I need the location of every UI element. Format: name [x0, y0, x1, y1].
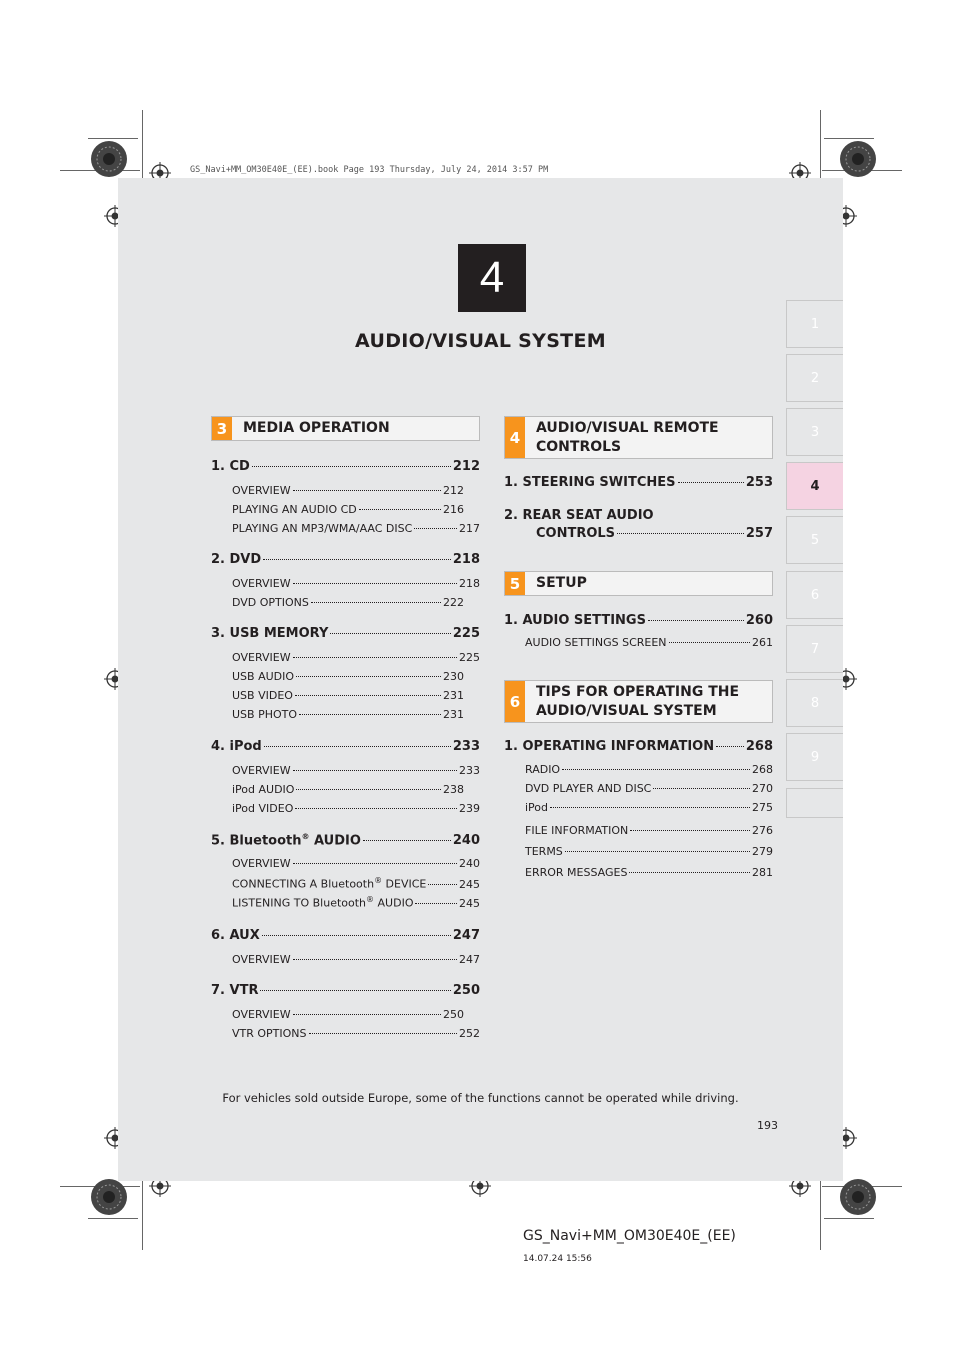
color-rosette-icon	[839, 1178, 877, 1216]
toc-subentry[interactable]	[232, 484, 464, 497]
section-title: MEDIA OPERATION	[243, 420, 390, 436]
toc-page: 233	[452, 739, 480, 754]
toc-page: 268	[752, 763, 773, 776]
section-number: 4	[505, 417, 525, 458]
toc-page: 275	[752, 801, 773, 814]
toc-label: 6. AUX	[211, 928, 260, 943]
toc-page: 247	[452, 928, 480, 943]
tab-9[interactable]: 9	[786, 733, 843, 781]
toc-page: 250	[452, 983, 480, 998]
toc-page: 218	[459, 577, 480, 590]
chapter-number: 4	[458, 244, 526, 312]
toc-entry[interactable]	[211, 832, 480, 848]
toc-label: 4. iPod	[211, 739, 262, 754]
toc-label: OVERVIEW	[232, 764, 291, 777]
toc-subentry[interactable]	[232, 689, 464, 702]
toc-label: PLAYING AN MP3/WMA/AAC DISC	[232, 522, 413, 535]
toc-label: USB AUDIO	[232, 670, 295, 683]
toc-label: OVERVIEW	[232, 484, 291, 497]
toc-label: AUDIO SETTINGS SCREEN	[525, 636, 667, 649]
toc-entry[interactable]	[211, 928, 480, 943]
toc-label: OVERVIEW	[232, 651, 291, 664]
toc-entry-line: 2. REAR SEAT AUDIO	[504, 508, 654, 523]
section-header-setup	[504, 571, 773, 596]
toc-label: 5. Bluetooth® AUDIO	[211, 832, 361, 849]
toc-subentry[interactable]	[525, 866, 773, 879]
document-date: 14.07.24 15:56	[523, 1254, 592, 1264]
tab-1[interactable]: 1	[786, 300, 843, 348]
toc-label: PLAYING AN AUDIO CD	[232, 503, 357, 516]
toc-label: USB PHOTO	[232, 708, 298, 721]
toc-label: RADIO	[525, 763, 561, 776]
toc-label: iPod	[525, 801, 549, 814]
toc-subentry[interactable]	[525, 845, 773, 858]
toc-page: 230	[443, 670, 464, 683]
toc-label: 3. USB MEMORY	[211, 626, 329, 641]
tab-4[interactable]: 4	[786, 462, 843, 510]
toc-page: 231	[443, 689, 464, 702]
toc-label: OVERVIEW	[232, 1008, 291, 1021]
tab-6[interactable]: 6	[786, 571, 843, 619]
toc-subentry[interactable]	[232, 651, 480, 664]
section-header-tips	[504, 680, 773, 723]
section-title: TIPS FOR OPERATING THE AUDIO/VISUAL SYSTEM	[536, 683, 740, 719]
toc-subentry[interactable]	[232, 953, 480, 966]
toc-subentry[interactable]	[232, 895, 480, 910]
toc-entry[interactable]	[504, 613, 773, 628]
toc-page: 253	[745, 475, 773, 490]
section-number: 3	[212, 417, 232, 440]
toc-subentry[interactable]	[525, 636, 773, 649]
footnote: For vehicles sold outside Europe, some of the functions cannot be operated while driving.	[222, 1091, 739, 1105]
chapter-title: AUDIO/VISUAL SYSTEM	[355, 330, 606, 352]
toc-label: 1. AUDIO SETTINGS	[504, 613, 646, 628]
toc-entry[interactable]	[504, 475, 773, 490]
toc-label: iPod AUDIO	[232, 783, 295, 796]
toc-subentry[interactable]	[525, 801, 773, 814]
page-number: 193	[757, 1119, 778, 1132]
toc-page: 216	[443, 503, 464, 516]
toc-label: 2. DVD	[211, 552, 262, 567]
toc-entry[interactable]	[536, 526, 773, 541]
toc-label: OVERVIEW	[232, 577, 291, 590]
toc-page: 240	[452, 833, 480, 849]
toc-page: 276	[752, 824, 773, 837]
tab-5[interactable]: 5	[786, 516, 843, 564]
toc-page: 218	[452, 552, 480, 567]
toc-label: LISTENING TO Bluetooth® AUDIO	[232, 895, 414, 910]
toc-entry[interactable]	[504, 739, 773, 754]
crop-mark	[824, 138, 874, 139]
toc-page: 268	[745, 739, 773, 754]
section-number: 5	[505, 572, 525, 595]
toc-label: 1. CD	[211, 459, 250, 474]
toc-label: DVD PLAYER AND DISC	[525, 782, 652, 795]
toc-label: 7. VTR	[211, 983, 259, 998]
toc-subentry[interactable]	[232, 577, 480, 590]
toc-subentry[interactable]	[232, 764, 480, 777]
tab-7[interactable]: 7	[786, 625, 843, 673]
toc-page: 238	[443, 783, 464, 796]
color-rosette-icon	[839, 140, 877, 178]
toc-label: FILE INFORMATION	[525, 824, 629, 837]
toc-page: 250	[443, 1008, 464, 1021]
tab-2[interactable]: 2	[786, 354, 843, 402]
toc-subentry[interactable]	[525, 824, 773, 837]
toc-subentry[interactable]	[232, 783, 464, 796]
toc-entry[interactable]	[211, 626, 480, 641]
tab-3[interactable]: 3	[786, 408, 843, 456]
toc-label: TERMS	[525, 845, 563, 858]
toc-subentry[interactable]	[232, 670, 464, 683]
book-header: GS_Navi+MM_OM30E40E_(EE).book Page 193 Thursday, July 24, 2014 3:57 PM	[190, 165, 549, 175]
tab-blank	[786, 788, 843, 818]
toc-page: 270	[752, 782, 773, 795]
toc-page: 233	[459, 764, 480, 777]
toc-page: 245	[459, 877, 480, 891]
document-id: GS_Navi+MM_OM30E40E_(EE)	[523, 1228, 736, 1244]
section-header-media-operation	[211, 416, 480, 441]
toc-entry[interactable]	[211, 983, 480, 998]
section-title: AUDIO/VISUAL REMOTE CONTROLS	[536, 419, 719, 455]
toc-page: 225	[459, 651, 480, 664]
color-rosette-icon	[90, 1178, 128, 1216]
tab-8[interactable]: 8	[786, 679, 843, 727]
crop-mark	[824, 1218, 874, 1219]
toc-page: 225	[452, 626, 480, 641]
toc-entry[interactable]	[211, 739, 480, 754]
toc-label: USB VIDEO	[232, 689, 293, 702]
toc-entry[interactable]	[211, 459, 480, 474]
crop-mark	[88, 1218, 138, 1219]
toc-label: iPod VIDEO	[232, 802, 294, 815]
toc-page: 260	[745, 613, 773, 628]
toc-page: 239	[459, 802, 480, 815]
toc-subentry[interactable]	[232, 876, 480, 891]
toc-subentry[interactable]	[525, 763, 773, 776]
toc-subentry[interactable]	[232, 503, 464, 516]
toc-subentry[interactable]	[232, 802, 480, 815]
toc-subentry[interactable]	[232, 522, 480, 535]
toc-subentry[interactable]	[232, 708, 464, 721]
section-title: SETUP	[536, 575, 587, 591]
toc-label: OVERVIEW	[232, 857, 291, 870]
toc-label: CONNECTING A Bluetooth® DEVICE	[232, 876, 427, 891]
crop-mark	[142, 1170, 143, 1250]
toc-page: 240	[459, 857, 480, 870]
toc-label: VTR OPTIONS	[232, 1027, 307, 1040]
toc-page: 212	[452, 459, 480, 474]
crop-mark	[88, 138, 138, 139]
toc-page: 252	[459, 1027, 480, 1040]
toc-page: 212	[443, 484, 464, 497]
toc-page: 281	[752, 866, 773, 879]
toc-label: 1. OPERATING INFORMATION	[504, 739, 715, 754]
toc-page: 245	[459, 896, 480, 910]
toc-label: DVD OPTIONS	[232, 596, 309, 609]
toc-label: 1. STEERING SWITCHES	[504, 475, 676, 490]
toc-page: 247	[459, 953, 480, 966]
crop-mark	[820, 1170, 821, 1250]
toc-entry[interactable]	[211, 552, 480, 567]
toc-page: 217	[459, 522, 480, 535]
section-number: 6	[505, 681, 525, 722]
toc-page: 222	[443, 596, 464, 609]
color-rosette-icon	[90, 140, 128, 178]
toc-subentry[interactable]	[232, 1008, 464, 1021]
toc-subentry[interactable]	[525, 782, 773, 795]
toc-subentry[interactable]	[232, 857, 480, 870]
toc-page: 279	[752, 845, 773, 858]
toc-page: 261	[752, 636, 773, 649]
toc-label: ERROR MESSAGES	[525, 866, 628, 879]
toc-subentry[interactable]	[232, 1027, 480, 1040]
toc-label: OVERVIEW	[232, 953, 291, 966]
toc-page: 231	[443, 708, 464, 721]
toc-label: CONTROLS	[536, 526, 616, 541]
toc-page: 257	[745, 526, 773, 541]
section-header-remote-controls	[504, 416, 773, 459]
toc-subentry[interactable]	[232, 596, 464, 609]
